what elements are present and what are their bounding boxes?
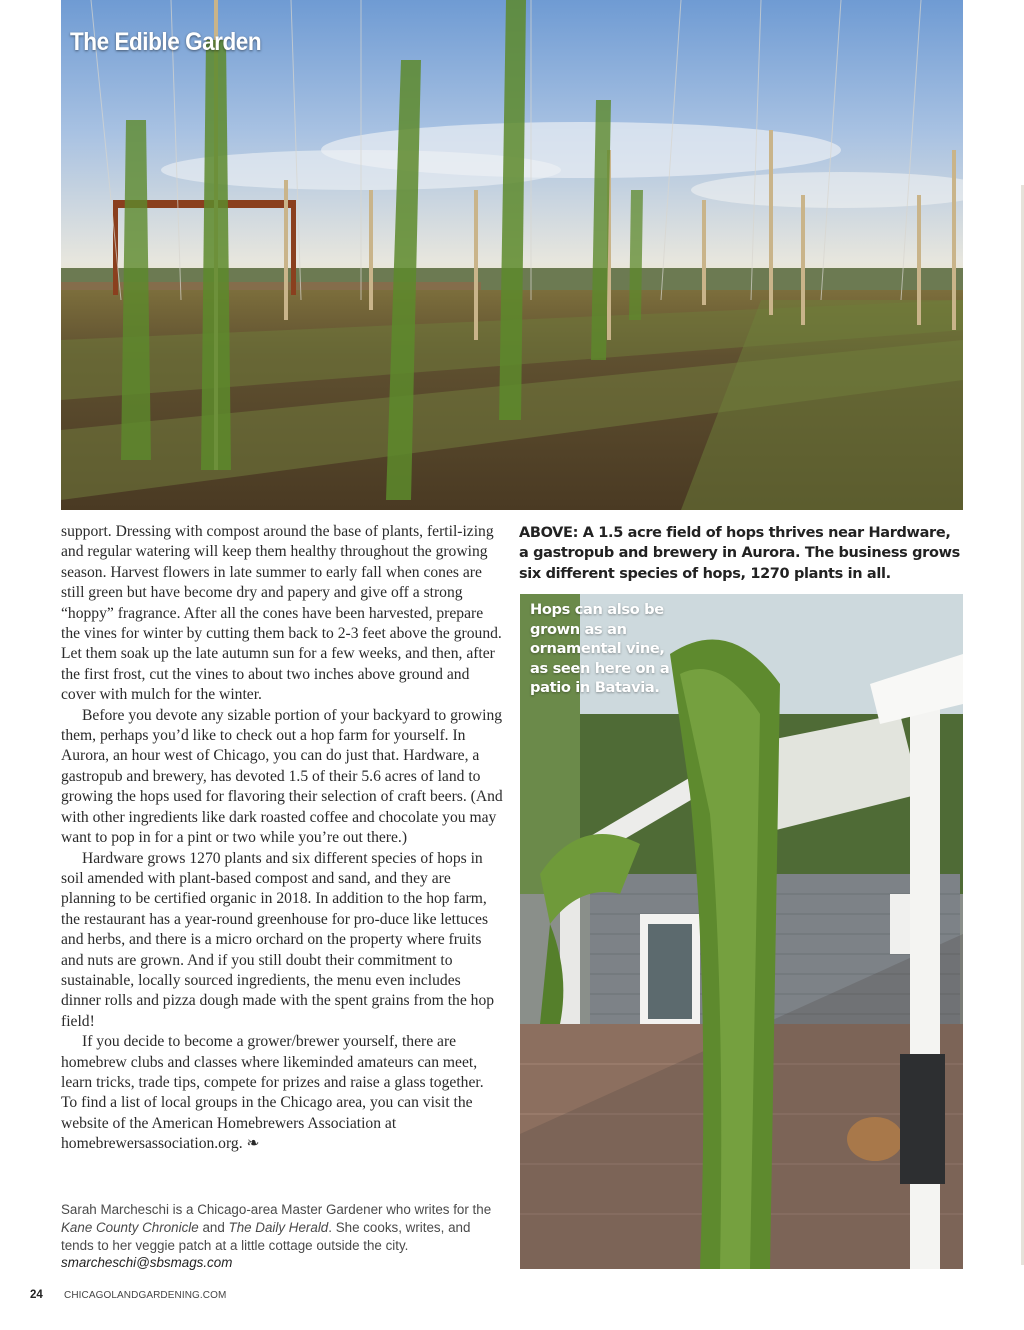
photo-caption-above: ABOVE: A 1.5 acre field of hops thrives near Hardware, a gastropub and brewery in Aurora. The business grows six different species of hops, 1270 plants in all. [519, 525, 960, 582]
article-paragraph-text: If you decide to become a grower/brewer yourself, there are homebrew clubs and classes where likeminded amateurs can meet, learn tricks, trade tips, compete for prizes and raise a glass together. To find a list of local groups in the Chicago area, you can visit the website of the American Homebrewers Association at homebrewersassociation.org. [61, 1033, 484, 1153]
end-mark-icon: ❧ [246, 1135, 260, 1153]
publication-name: The Daily Herald [228, 1219, 329, 1235]
article-paragraph: Hardware grows 1270 plants and six different species of hops in soil amended with plant-based compost and sand, and they are planning to be certified organic in 2018. In addition to the hop farm, the restaurant has a year-round greenhouse for pro-duce like lettuces and herbs, and there is a micro orchard on the property where fruits and nuts are grown. And if you still doubt their commitment to sustainable, locally sourced ingredients, the menu even includes dinner rolls and pizza dough made with the spent grains from the hop field! [61, 849, 495, 1030]
article-body [61, 522, 503, 1155]
publication-name: Kane County Chronicle [61, 1219, 199, 1235]
bio-text: . She cooks, writes, and tends to her veggie patch at a little cottage outside the city. [61, 1219, 471, 1253]
article-paragraph: support. Dressing with compost around the base of plants, fertil-izing and regular watering will keep them healthy throughout the growing season. Harvest flowers in late summer to early fall when cones are still green but have become dry and papery and give off a strong “hoppy” fragrance. After all the cones have been harvested, prepare the vines for winter by cutting them back to 2-3 feet above the ground. Let them soak up the late autumn sun for a few weeks, and then, after the first frost, cut the vines to about two inches above ground and cover with mulch for the winter. [61, 523, 502, 704]
section-title: The Edible Garden [70, 28, 262, 56]
hop-field-photo [61, 0, 963, 510]
article-paragraph [61, 1032, 503, 1154]
article-paragraph: Before you devote any sizable portion of your backyard to growing them, perhaps you’d like to check out a hop farm for yourself. In Aurora, an hour west of Chicago, you can do just that. Hardware, a gastropub and brewery, has devoted 1.5 of their 5.6 acres of land to growing the hops used for flavoring their selection of craft beers. (And with other ingredients like dark roasted coffee and chocolate you may want to pop in for a pint or two while you’re out there.) [61, 706, 503, 847]
page-number: 24 [30, 1289, 43, 1301]
footer-website[interactable]: CHICAGOLANDGARDENING.COM [64, 1290, 227, 1301]
photo-caption-overlay: Hops can also be grown as an ornamental vine, as seen here on a patio in Batavia. [530, 601, 670, 697]
author-email-link[interactable]: smarcheschi@sbsmags.com [61, 1255, 233, 1271]
author-bio [61, 1201, 501, 1272]
bio-text: Sarah Marcheschi is a Chicago-area Master Gardener who writes for the [61, 1202, 492, 1217]
hop-field-illustration [61, 0, 963, 510]
bio-text: and [198, 1219, 229, 1235]
